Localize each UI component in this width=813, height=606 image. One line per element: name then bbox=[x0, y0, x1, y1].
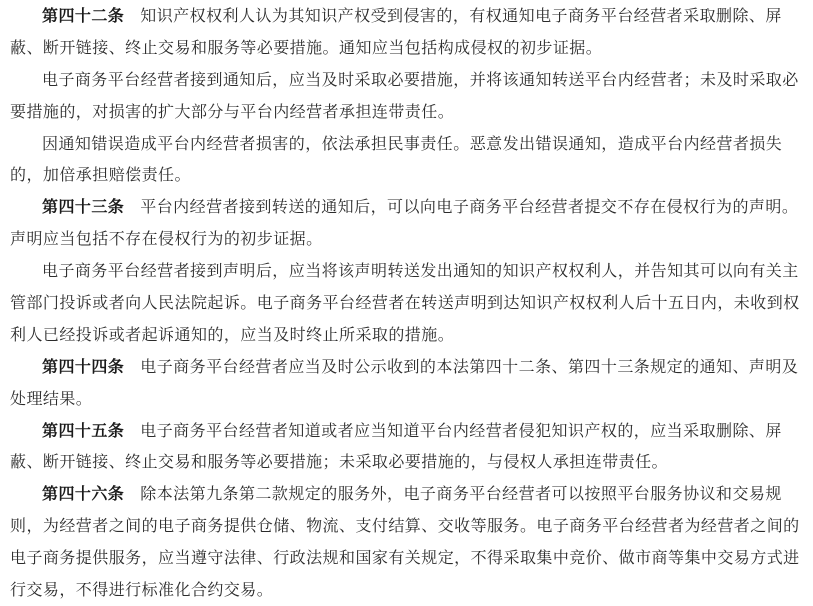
text-line: 声明应当包括不存在侵权行为的初步证据。 bbox=[10, 229, 323, 249]
text-line: 蔽、断开链接、终止交易和服务等必要措施。通知应当包括构成侵权的初步证据。 bbox=[10, 37, 603, 57]
article-number: 第四十四条 bbox=[42, 356, 125, 376]
text-line: 行交易，不得进行标准化合约交易。 bbox=[10, 580, 274, 600]
paragraph-text: 电子商务平台经营者知道或者应当知道平台内经营者侵犯知识产权的，应当采取删除、屏 bbox=[140, 420, 782, 440]
text-line: 因通知错误造成平台内经营者损害的，依法承担民事责任。恶意发出错误通知，造成平台内经营者损失 bbox=[42, 133, 783, 153]
text-line: 要措施的，对损害的扩大部分与平台内经营者承担连带责任。 bbox=[10, 101, 455, 121]
paragraph-text: 除本法第九条第二款规定的服务外，电子商务平台经营者可以按照平台服务协议和交易规 bbox=[140, 484, 782, 504]
text-line: 处理结果。 bbox=[10, 388, 93, 408]
text-line: 利人已经投诉或者起诉通知的，应当及时终止所采取的措施。 bbox=[10, 324, 455, 344]
article-number: 第四十三条 bbox=[42, 197, 125, 217]
text-line bbox=[10, 478, 811, 510]
article-number: 第四十六条 bbox=[42, 484, 125, 504]
text-line: 管部门投诉或者向人民法院起诉。电子商务平台经营者在转送声明到达知识产权权利人后十五日内，未收到权 bbox=[10, 293, 800, 313]
text-line bbox=[10, 351, 811, 383]
paragraph-text: 电子商务平台经营者应当及时公示收到的本法第四十二条、第四十三条规定的通知、声明及 bbox=[140, 356, 799, 376]
text-line: 电子商务平台经营者接到声明后，应当将该声明转送发出通知的知识产权权利人，并告知其可以向有关主 bbox=[42, 261, 799, 281]
paragraph-text: 知识产权权利人认为其知识产权受到侵害的，有权通知电子商务平台经营者采取删除、屏 bbox=[140, 6, 782, 25]
text-line: 则，为经营者之间的电子商务提供仓储、物流、支付结算、交收等服务。电子商务平台经营者为经营者之间的 bbox=[10, 516, 800, 536]
article-number: 第四十二条 bbox=[42, 6, 125, 25]
text-line bbox=[10, 191, 811, 223]
text-line bbox=[10, 0, 811, 32]
text-line: 电子商务提供服务，应当遵守法律、行政法规和国家有关规定，不得采取集中竞价、做市商等集中交易方式进 bbox=[10, 548, 800, 568]
text-line bbox=[10, 415, 811, 447]
paragraph-text: 平台内经营者接到转送的通知后，可以向电子商务平台经营者提交不存在侵权行为的声明。 bbox=[140, 197, 799, 217]
text-line: 蔽、断开链接、终止交易和服务等必要措施；未采取必要措施的，与侵权人承担连带责任。 bbox=[10, 452, 669, 472]
article-number: 第四十五条 bbox=[42, 420, 125, 440]
text-line: 电子商务平台经营者接到通知后，应当及时采取必要措施，并将该通知转送平台内经营者；未及时采取必 bbox=[42, 69, 799, 89]
text-line: 的，加倍承担赔偿责任。 bbox=[10, 165, 191, 185]
